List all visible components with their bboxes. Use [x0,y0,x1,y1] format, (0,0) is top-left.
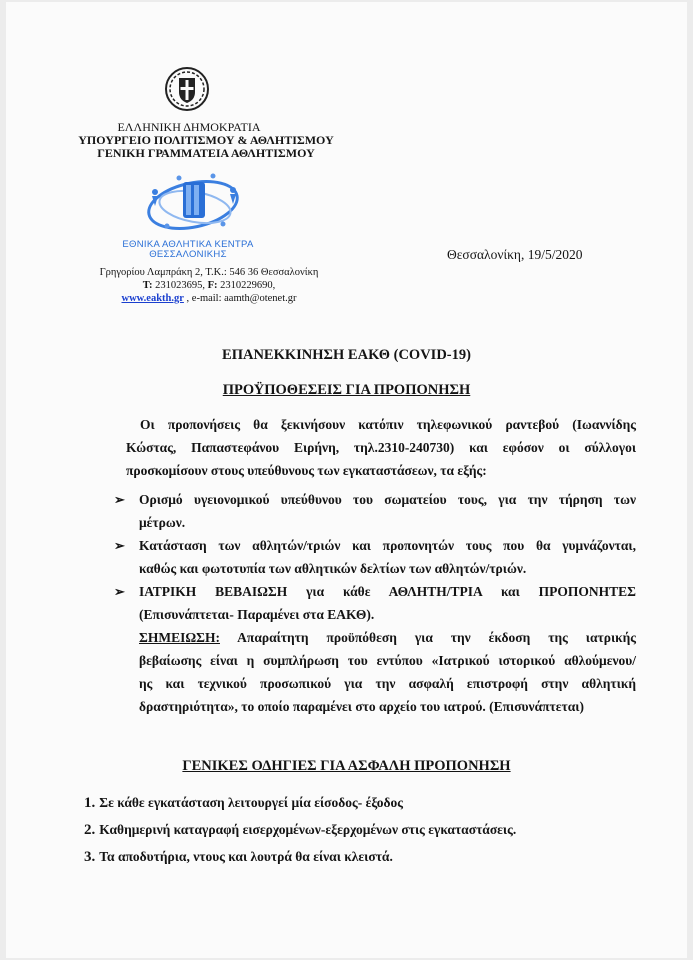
list-text: Τα αποδυτήρια, ντους και λουτρά θα είναι κλειστά. [99,849,393,864]
note-line-3: ης και τεχνικού προσωπικού για την ασφαλή επιστροφή στην αθλητική [139,676,636,691]
bullet-line-1: Κατάσταση των αθλητών/τριών και προπονητών τους που θα γυμνάζονται, [139,538,636,553]
document-subtitle: ΠΡΟΫΠΟΘΕΣΕΙΣ ΓΙΑ ΠΡΟΠΟΝΗΣΗ [222,382,471,398]
phone-label: Τ: [142,280,153,291]
list-number: 3. [84,849,96,865]
list-number: 2. [84,822,96,838]
list-text: Καθημερινή καταγραφή εισερχομένων-εξερχομένων στις εγκαταστάσεις. [99,822,517,837]
list-item [84,849,393,866]
arrow-bullet-icon: ➢ [114,538,125,553]
contact-web [74,293,344,305]
section-title: ΓΕΝΙΚΕΣ ΟΔΗΓΙΕΣ ΓΙΑ ΑΣΦΑΛΗ ΠΡΟΠΟΝΗΣΗ [182,758,511,774]
address: Γρηγορίου Λαμπράκη 2, Τ.Κ.: 546 36 Θεσσαλονίκη [99,267,319,278]
list-text: Σε κάθε εγκατάσταση λειτουργεί μία είσοδος- έξοδος [99,795,403,810]
list-number: 1. [84,795,96,811]
list-item [84,822,516,839]
logo-caption [118,240,258,260]
bullet-line-1: ΙΑΤΡΙΚΗ ΒΕΒΑΙΩΣΗ για κάθε ΑΘΛΗΤΗ/ΤΡΙΑ και ΠΡΟΠΟΝΗΤΕΣ [139,584,636,599]
website-link[interactable]: www.eakth.gr [121,293,184,304]
arrow-bullet-icon: ➢ [114,584,125,599]
arrow-bullet-icon: ➢ [114,492,125,507]
document-date: Θεσσαλονίκη, 19/5/2020 [447,247,583,262]
greek-emblem-icon [164,66,210,112]
intro-line-2: Κώστας, Παπαστεφάνου Ειρήνη, τηλ.2310-240730) και εφόσον οι σύλλογοι [126,440,636,455]
bullet-line-2: (Επισυνάπτεται- Παραμένει στα ΕΑΚΘ). [139,607,375,622]
header-republic: ΕΛΛΗΝΙΚΗ ΔΗΜΟΚΡΑΤΙΑ [117,120,261,134]
document-title: ΕΠΑΝΕΚΚΙΝΗΣΗ ΕΑΚΘ (COVID-19) [222,347,471,363]
phone-number: 231023695, [152,280,208,291]
bullet-item [114,534,636,580]
note-paragraph [139,626,636,718]
email-text: , e-mail: aamth@otenet.gr [183,293,297,304]
bullet-line-1: Ορισμό υγειονομικού υπεύθυνου του σωματείου τους, για την τήρηση των [139,492,636,507]
fax-number: 2310229690, [217,280,276,291]
list-item [84,795,403,812]
bullet-item [114,580,636,626]
bullet-line-2: καθώς και φωτοτυπία των αθλητικών δελτίων των αθλητών/τριών. [139,561,527,576]
intro-line-1: Οι προπονήσεις θα ξεκινήσουν κατόπιν τηλεφωνικού ραντεβού (Ιωαννίδης [140,417,636,432]
logo-text-line1: ΕΘΝΙΚΑ ΑΘΛΗΤΙΚΑ ΚΕΝΤΡΑ [122,239,254,250]
header-secretariat: ΓΕΝΙΚΗ ΓΡΑΜΜΑΤΕΙΑ ΑΘΛΗΤΙΣΜΟΥ [97,146,315,160]
fax-label: F: [207,280,218,291]
bullet-item [114,488,636,534]
bullet-line-2: μέτρων. [139,515,186,530]
note-line-2: βεβαίωσης είναι η συμπλήρωση του εντύπου «Ιατρικού ιστορικού αθλούμενου/ [139,653,636,668]
document-page [6,2,687,958]
note-text-1: Απαραίτητη προϋπόθεση για την έκδοση της ιατρικής [219,630,636,645]
logo-text-line2: ΘΕΣΣΑΛΟΝΙΚΗΣ [149,249,227,260]
note-line-4: δραστηριότητα», το οποίο παραμένει στο αρχείο του ιατρού. (Επισυνάπτεται) [139,699,584,714]
note-line-1 [139,626,636,649]
header-ministry: ΥΠΟΥΡΓΕΙΟ ΠΟΛΙΤΙΣΜΟΥ & ΑΘΛΗΤΙΣΜΟΥ [78,133,334,147]
note-label: ΣΗΜΕΙΩΣΗ: [139,630,220,645]
intro-paragraph [126,413,636,482]
contact-phones [74,280,344,292]
intro-line-3: προσκομίσουν στους υπεύθυνους των εγκαταστάσεων, τα εξής: [126,463,487,478]
